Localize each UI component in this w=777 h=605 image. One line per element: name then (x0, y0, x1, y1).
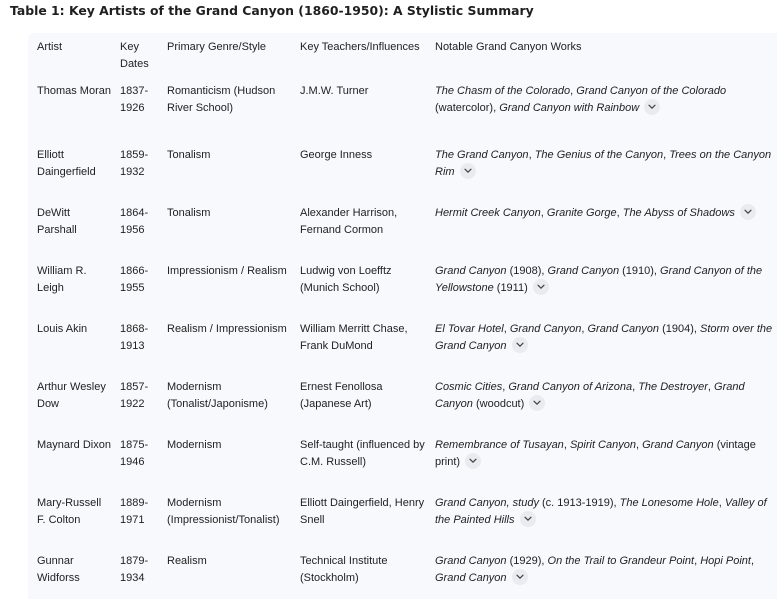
works-cell (426, 257, 777, 315)
work-title: Grand Canyon (547, 265, 620, 277)
genre-cell: Tonalism (167, 149, 211, 161)
artist-cell: Maynard Dixon (37, 439, 111, 451)
work-note: (vintage print) (435, 439, 756, 468)
header-works: Notable Grand Canyon Works (435, 41, 582, 53)
chevron-down-icon[interactable] (529, 395, 545, 411)
work-title: Grand Canyon of the Yellowstone (435, 265, 763, 294)
work-note: , (563, 439, 570, 451)
dates-cell: 1866-1955 (120, 265, 149, 294)
works-cell (426, 489, 777, 547)
table-row (28, 489, 777, 547)
dates-cell: 1837-1926 (120, 85, 149, 114)
teachers-cell: Alexander Harrison, Fernand Cormon (300, 207, 398, 236)
artist-cell: Elliott Daingerfield (37, 149, 96, 178)
chevron-down-icon[interactable] (460, 163, 476, 179)
work-note: , (707, 381, 715, 393)
table-row (28, 315, 777, 373)
artist-cell: DeWitt Parshall (37, 207, 77, 236)
dates-cell: 1859-1932 (120, 149, 149, 178)
work-note: (c. 1913-1919), (538, 497, 620, 509)
dates-cell: 1864-1956 (120, 207, 149, 236)
table-row (28, 547, 777, 605)
work-title: Grand Canyon (435, 381, 745, 410)
table-row (28, 199, 777, 257)
teachers-cell: J.M.W. Turner (300, 85, 369, 97)
dates-cell: 1857-1922 (120, 381, 149, 410)
header-teachers: Key Teachers/Influences (300, 41, 420, 53)
works-cell (426, 199, 777, 257)
work-title: Hermit Creek Canyon (435, 207, 541, 219)
table-row (28, 257, 777, 315)
work-title: Grand Canyon (587, 323, 660, 335)
table-row (28, 373, 777, 431)
work-title: Hopi Point (700, 555, 751, 567)
works-cell (426, 373, 777, 431)
work-note: (1908), (506, 265, 548, 277)
dates-cell: 1889-1971 (120, 497, 149, 526)
works-cell (426, 431, 777, 489)
work-note: , (750, 555, 755, 567)
teachers-cell: Self-taught (influenced by C.M. Russell) (300, 439, 425, 468)
work-title: Grand Canyon (642, 439, 714, 451)
work-title: Grand Canyon with Rainbow (499, 102, 640, 114)
work-note: , (502, 381, 509, 393)
genre-cell: Realism (167, 555, 207, 567)
work-title: Storm over the Grand Canyon (435, 323, 773, 352)
work-title: The Lonesome Hole (619, 497, 719, 509)
work-title: Grand Canyon, study (435, 497, 539, 509)
chevron-down-icon[interactable] (644, 99, 660, 115)
artist-cell: Thomas Moran (37, 85, 111, 97)
work-title: Grand Canyon (435, 265, 507, 277)
header-genre: Primary Genre/Style (167, 41, 267, 53)
teachers-cell: Ernest Fenollosa (Japanese Art) (300, 381, 383, 410)
works-cell (426, 315, 777, 373)
work-title: Cosmic Cities (435, 381, 503, 393)
works-cell (426, 83, 777, 141)
work-note: , (581, 323, 588, 335)
work-title: Spirit Canyon (569, 439, 636, 451)
header-artist: Artist (37, 41, 63, 53)
artist-cell: Louis Akin (37, 323, 88, 335)
genre-cell: Romanticism (Hudson River School) (167, 85, 276, 114)
work-title: The Chasm of the Colorado (435, 85, 571, 97)
header-key-dates: Key Dates (120, 41, 149, 70)
genre-cell: Modernism (167, 439, 222, 451)
table-row (28, 83, 777, 141)
work-title: On the Trail to Grandeur Point (547, 555, 695, 567)
work-title: The Destroyer (638, 381, 708, 393)
work-title: Grand Canyon (509, 323, 582, 335)
teachers-cell: Technical Institute (Stockholm) (300, 555, 388, 584)
work-title: Grand Canyon (435, 572, 507, 584)
dates-cell: 1879-1934 (120, 555, 149, 584)
work-title: Granite Gorge (546, 207, 617, 219)
works-cell (426, 141, 777, 199)
chevron-down-icon[interactable] (520, 511, 536, 527)
work-title: Grand Canyon of Arizona (508, 381, 633, 393)
work-note: (watercolor), (435, 102, 500, 114)
table-body (28, 83, 777, 605)
work-title: Remembrance of Tusayan (435, 439, 564, 451)
work-title: The Genius of the Canyon (534, 149, 664, 161)
table-header (28, 33, 777, 83)
artist-cell: Mary-Russell F. Colton (37, 497, 102, 526)
work-note: , (663, 149, 670, 161)
work-note: , (694, 555, 701, 567)
work-note: (1911) (493, 282, 528, 294)
header-row (28, 33, 777, 83)
artists-table (28, 33, 777, 605)
work-note: , (718, 497, 725, 509)
works-cell (426, 547, 777, 605)
chevron-down-icon[interactable] (740, 204, 756, 220)
teachers-cell: William Merritt Chase, Frank DuMond (300, 323, 408, 352)
chevron-down-icon[interactable] (512, 337, 528, 353)
work-note: (woodcut) (472, 398, 525, 410)
artist-cell: Arthur Wesley Dow (37, 381, 106, 410)
work-title: The Grand Canyon (435, 149, 529, 161)
artist-cell: William R. Leigh (37, 265, 87, 294)
table-row (28, 141, 777, 199)
work-title: Trees on the Canyon Rim (435, 149, 772, 178)
artist-cell: Gunnar Widforss (37, 555, 80, 584)
genre-cell: Modernism (Tonalist/Japonisme) (167, 381, 268, 410)
artists-table-container (28, 33, 777, 599)
work-title: Grand Canyon (435, 555, 507, 567)
work-title: The Abyss of Shadows (622, 207, 735, 219)
work-note: , (616, 207, 623, 219)
work-note: , (635, 439, 643, 451)
work-note: , (503, 323, 510, 335)
work-note: , (632, 381, 639, 393)
work-note: (1929), (506, 555, 548, 567)
work-title: Grand Canyon of the Colorado (576, 85, 727, 97)
teachers-cell: Elliott Daingerfield, Henry Snell (300, 497, 425, 526)
work-note: (1904), (659, 323, 700, 335)
dates-cell: 1868-1913 (120, 323, 149, 352)
dates-cell: 1875-1946 (120, 439, 149, 468)
work-title: El Tovar Hotel (435, 323, 504, 335)
teachers-cell: Ludwig von Loefftz (Munich School) (300, 265, 392, 294)
teachers-cell: George Inness (300, 149, 373, 161)
chevron-down-icon[interactable] (533, 279, 549, 295)
chevron-down-icon[interactable] (465, 453, 481, 469)
work-title: Valley of the Painted Hills (435, 497, 767, 526)
work-note: , (540, 207, 547, 219)
table-row (28, 431, 777, 489)
genre-cell: Realism / Impressionism (167, 323, 287, 335)
table-caption: Table 1: Key Artists of the Grand Canyon (1860-1950): A Stylistic Summary (10, 3, 534, 18)
chevron-down-icon[interactable] (512, 569, 528, 585)
genre-cell: Impressionism / Realism (167, 265, 287, 277)
work-note: , (528, 149, 535, 161)
genre-cell: Modernism (Impressionist/Tonalist) (167, 497, 280, 526)
work-note: (1910), (619, 265, 661, 277)
genre-cell: Tonalism (167, 207, 211, 219)
work-note: , (570, 85, 577, 97)
